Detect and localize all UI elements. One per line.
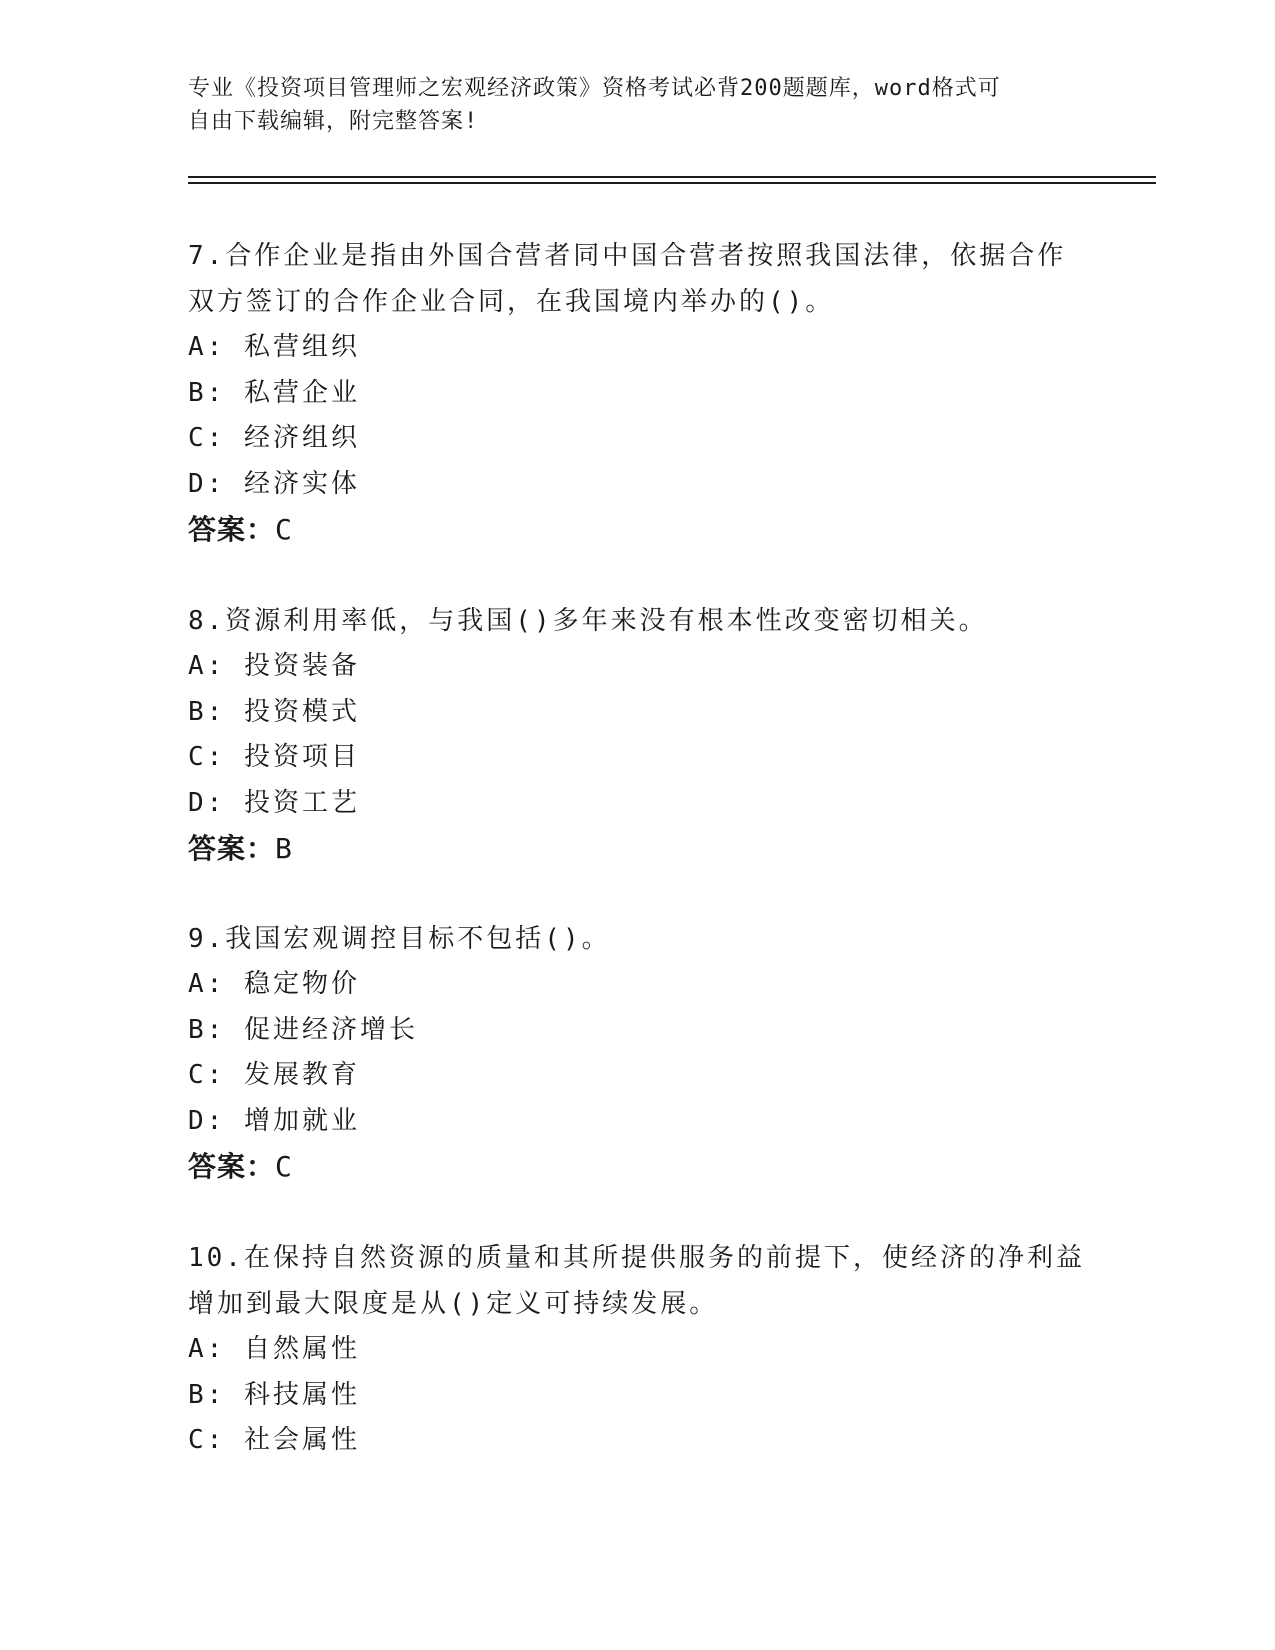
answer-label: 答案： bbox=[188, 513, 276, 546]
header-divider-top bbox=[188, 176, 1156, 178]
option-b: B: 促进经济增长 bbox=[188, 1014, 418, 1045]
question-8 bbox=[188, 598, 1088, 872]
option-b: B: 科技属性 bbox=[188, 1379, 360, 1410]
option-a: A: 投资装备 bbox=[188, 651, 360, 681]
answer-label: 答案： bbox=[188, 1150, 276, 1183]
option-d: D: 经济实体 bbox=[188, 468, 360, 499]
answer-label: 答案： bbox=[188, 832, 276, 865]
question-text-line: 双方签订的合作企业合同，在我国境内举办的()。 bbox=[188, 287, 835, 317]
answer-line bbox=[188, 507, 1088, 553]
option-c: C: 经济组织 bbox=[188, 423, 360, 453]
answer-line bbox=[188, 1144, 1088, 1190]
answer-value: B bbox=[275, 832, 293, 865]
header-line-2: 自由下载编辑，附完整答案! bbox=[188, 109, 479, 134]
option-a: A: 私营组织 bbox=[188, 332, 360, 362]
answer-line bbox=[188, 826, 1088, 872]
option-c: C: 投资项目 bbox=[188, 742, 360, 772]
option-b: B: 私营企业 bbox=[188, 377, 360, 408]
question-text-line: 7.合作企业是指由外国合营者同中国合营者按照我国法律，依据合作 bbox=[188, 241, 1067, 271]
question-7 bbox=[188, 233, 1088, 553]
option-d: D: 增加就业 bbox=[188, 1105, 360, 1136]
answer-value: C bbox=[275, 513, 293, 546]
option-b: B: 投资模式 bbox=[188, 696, 360, 727]
option-a: A: 稳定物价 bbox=[188, 969, 360, 999]
option-c: C: 社会属性 bbox=[188, 1425, 360, 1455]
document-header bbox=[188, 72, 1088, 138]
option-d: D: 投资工艺 bbox=[188, 787, 360, 818]
header-line-1: 专业《投资项目管理师之宏观经济政策》资格考试必背200题题库，word格式可 bbox=[188, 76, 1001, 101]
question-text-line: 9.我国宏观调控目标不包括()。 bbox=[188, 924, 611, 954]
question-text-line: 10.在保持自然资源的质量和其所提供服务的前提下，使经济的净利益 bbox=[188, 1243, 1085, 1273]
question-text-line: 增加到最大限度是从()定义可持续发展。 bbox=[188, 1289, 719, 1319]
option-c: C: 发展教育 bbox=[188, 1060, 360, 1090]
question-10 bbox=[188, 1235, 1088, 1464]
question-9 bbox=[188, 916, 1088, 1190]
question-text-line: 8.资源利用率低，与我国()多年来没有根本性改变密切相关。 bbox=[188, 606, 988, 636]
header-divider-bottom bbox=[188, 182, 1156, 184]
option-a: A: 自然属性 bbox=[188, 1334, 360, 1364]
answer-value: C bbox=[275, 1150, 293, 1183]
